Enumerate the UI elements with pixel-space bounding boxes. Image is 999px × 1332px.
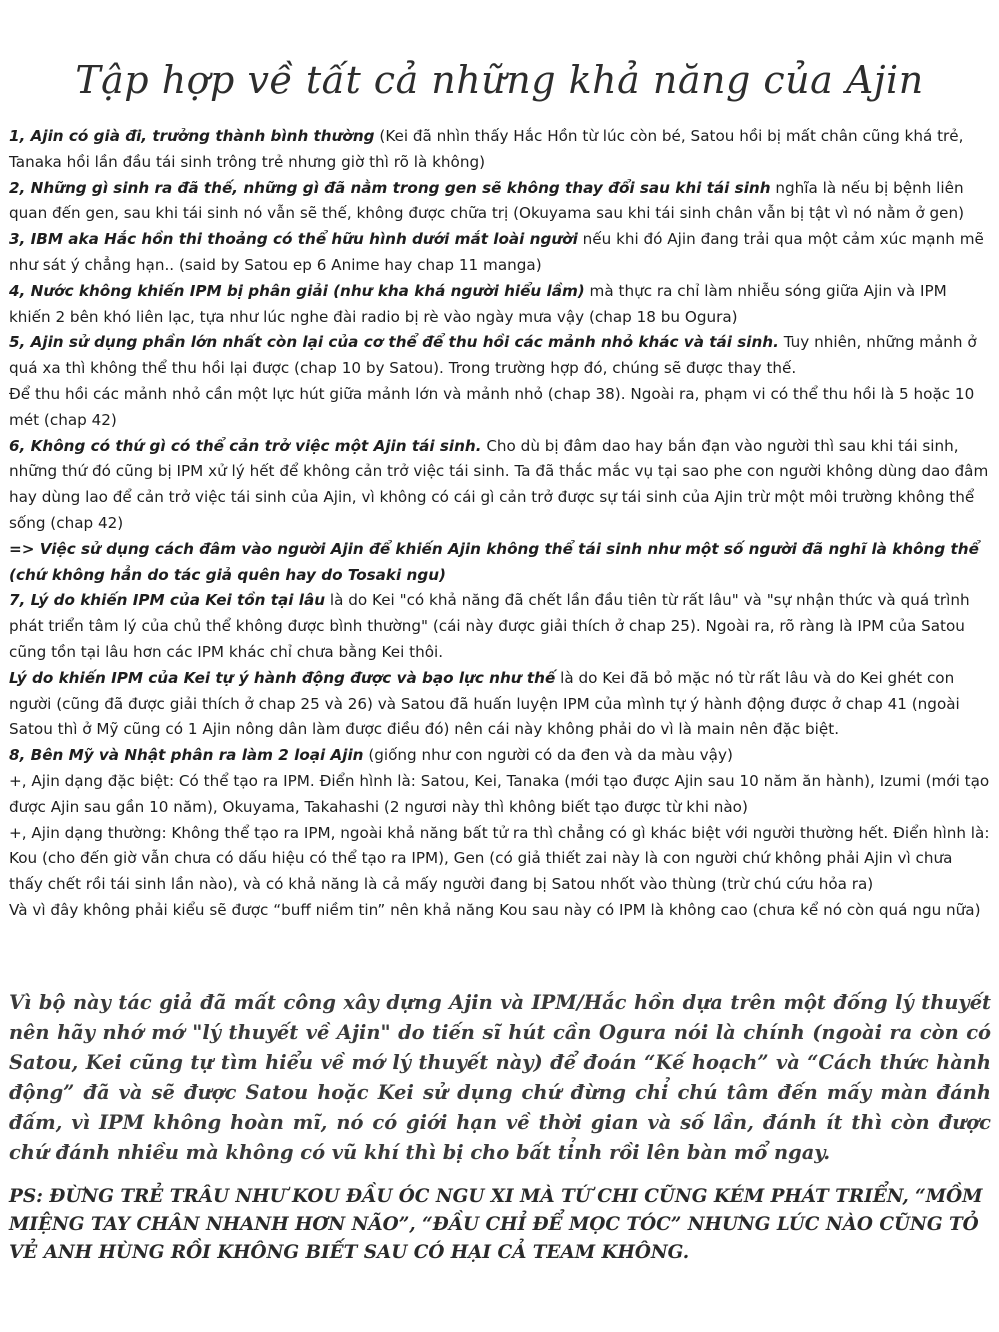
item-heading: 6, Không có thứ gì có thể cản trở việc một Ajin tái sinh. (9, 436, 482, 455)
item-text: +, Ajin dạng đặc biệt: Có thể tạo ra IPM. Điển hình là: Satou, Kei, Tanaka (mới tạo được Ajin sau 10 năm ăn hành), Izumi (mới tạo được Ajin sau gần 10 năm), Okuyama, Takahashi (2 ngươi này thì không biết tạo được từ khi nào) (9, 771, 990, 816)
item-heading: => Việc sử dụng cách đâm vào người Ajin để khiến Ajin không thể tái sinh như một số người đã nghĩ là không thể (chứ không hẳn do tác giả quên hay do Tosaki ngu) (9, 539, 979, 584)
item-text: (Kei đã nhìn thấy Hắc Hồn từ lúc còn bé, Satou hồi bị mất chân cũng khá trẻ, Tanaka hồi lần đầu tái sinh trông trẻ nhưng giờ thì rõ là không) (9, 127, 964, 171)
item-text: (giống như con người có da đen và da màu vậy) (363, 746, 733, 765)
item-heading: 4, Nước không khiến IPM bị phân giải (như kha khá người hiểu lầm) (9, 281, 585, 300)
list-item (9, 227, 991, 279)
list-item (9, 124, 991, 176)
list-item (9, 330, 991, 382)
item-heading: 3, IBM aka Hắc hồn thi thoảng có thể hữu hình dưới mắt loài người (9, 230, 578, 249)
list-item (9, 821, 991, 898)
list-item (9, 176, 991, 228)
item-heading: Lý do khiến IPM của Kei tự ý hành động được và bạo lực như thế (9, 668, 556, 687)
item-heading: 2, Những gì sinh ra đã thế, những gì đã nằm trong gen sẽ không thay đổi sau khi tái sinh (9, 178, 771, 197)
item-text: Cho dù bị đâm dao hay bắn đạn vào người thì sau khi tái sinh, những thứ đó cũng bị IPM xử lý hết để không cản trở việc tái sinh. Ta đã thắc mắc vụ tại sao phe con người không dùng dao đâm hay dùng lao để cản trở việc tái sinh của Ajin, vì không có cái gì cản trở được sự tái sinh của Ajin trừ một môi trường không thể sống (chap 42) (9, 436, 989, 532)
list-item (9, 434, 991, 537)
list-item (9, 537, 991, 589)
ability-list (9, 124, 991, 924)
postscript: PS: ĐỪNG TRẺ TRÂU NHƯ KOU ĐẦU ÓC NGU XI MÀ TỨ CHI CŨNG KÉM PHÁT TRIỂN, “MỒM MIỆNG TAY CHÂN NHANH HƠN NÃO”, “ĐẦU CHỈ ĐỂ MỌC TÓC” NHƯNG LÚC NÀO CŨNG TỎ VẺ ANH HÙNG RỒI KHÔNG BIẾT SAU CÓ HẠI CẢ TEAM KHÔNG. (9, 1186, 983, 1263)
item-heading: 8, Bên Mỹ và Nhật phân ra làm 2 loại Ajin (9, 746, 364, 765)
item-text: Và vì đây không phải kiểu sẽ được “buff niềm tin” nên khả năng Kou sau này có IPM là không cao (chưa kể nó còn quá ngu nữa) (9, 900, 981, 919)
list-item (9, 769, 991, 821)
theory-note: Vì bộ này tác giả đã mất công xây dựng Ajin và IPM/Hắc hồn dựa trên một đống lý thuyết nên hãy nhớ mớ "lý thuyết về Ajin" do tiến sĩ hút cần Ogura nói là chính (ngoài ra còn có Satou, Kei cũng tự tìm hiểu về mớ lý thuyết này) để đoán “Kế hoạch” và “Cách thức hành động” đã và sẽ được Satou hoặc Kei sử dụng chứ đừng chỉ chú tâm đến mấy màn đánh đấm, vì IPM không hoàn mĩ, nó có giới hạn về thời gian và số lần, đánh ít thì còn được chứ đánh nhiều mà không có vũ khí thì bị cho bất tỉnh rồi lên bàn mổ ngay. (9, 991, 991, 1164)
item-heading: 7, Lý do khiến IPM của Kei tồn tại lâu (9, 591, 326, 610)
item-text: nếu khi đó Ajin đang trải qua một cảm xúc mạnh mẽ như sát ý chẳng hạn.. (said by Satou ep 6 Anime hay chap 11 manga) (9, 230, 984, 274)
list-item (9, 666, 991, 743)
item-text: nghĩa là nếu bị bệnh liên quan đến gen, sau khi tái sinh nó vẫn sẽ thế, không được chữa trị (Okuyama sau khi tái sinh chân vẫn bị tật vì nó nằm ở gen) (9, 178, 964, 223)
item-text: Để thu hồi các mảnh nhỏ cần một lực hút giữa mảnh lớn và mảnh nhỏ (chap 38). Ngoài ra, phạm vi có thể thu hồi là 5 hoặc 10 mét (chap 42) (9, 384, 975, 429)
item-text: +, Ajin dạng thường: Không thể tạo ra IPM, ngoài khả năng bất tử ra thì chẳng có gì khác biệt với người thường hết. Điển hình là: Kou (cho đến giờ vẫn chưa có dấu hiệu có thể tạo ra IPM), Gen (có giả thiết zai này là con người chứ không phải Ajin vì chưa thấy chết rồi tái sinh lần nào), và có khả năng là cả mấy người đang bị Satou nhốt vào thùng (trừ chú cứu hỏa ra) (9, 823, 990, 894)
list-item (9, 279, 991, 331)
list-item (9, 588, 991, 665)
list-item (9, 743, 991, 769)
item-heading: 5, Ajin sử dụng phần lớn nhất còn lại của cơ thể để thu hồi các mảnh nhỏ khác và tái sinh. (9, 333, 779, 352)
item-heading: 1, Ajin có già đi, trưởng thành bình thường (9, 127, 375, 145)
page-title: Tập hợp về tất cả những khả năng của Ajin (75, 58, 924, 102)
item-text: mà thực ra chỉ làm nhiễu sóng giữa Ajin và IPM khiến 2 bên khó liên lạc, tựa như lúc nghe đài radio bị rè vào ngày mưa vậy (chap 18 bu Ogura) (9, 281, 947, 326)
list-item (9, 898, 991, 924)
list-item (9, 382, 991, 434)
item-text: là do Kei "có khả năng đã chết lần đầu tiên từ rất lâu" và "sự nhận thức và quá trình phát triển tâm lý của chủ thể không được bình thường" (cái này được giải thích ở chap 25). Ngoài ra, rõ ràng là IPM của Satou cũng tồn tại lâu hơn các IPM khác chỉ chưa bằng Kei thôi. (9, 591, 970, 661)
item-text: Tuy nhiên, những mảnh ở quá xa thì không thể thu hồi lại được (chap 10 by Satou). Trong trường hợp đó, chúng sẽ được thay thế. (9, 333, 977, 378)
item-text: là do Kei đã bỏ mặc nó từ rất lâu và do Kei ghét con người (cũng đã được giải thích ở chap 25 và 26) và Satou đã huấn luyện IPM của mình tự ý hành động được ở chap 41 (ngoài Satou thì ở Mỹ cũng có 1 Ajin nông dân làm được điều đó) nên cái này không phải do vì là main nên đặc biệt. (9, 668, 960, 739)
